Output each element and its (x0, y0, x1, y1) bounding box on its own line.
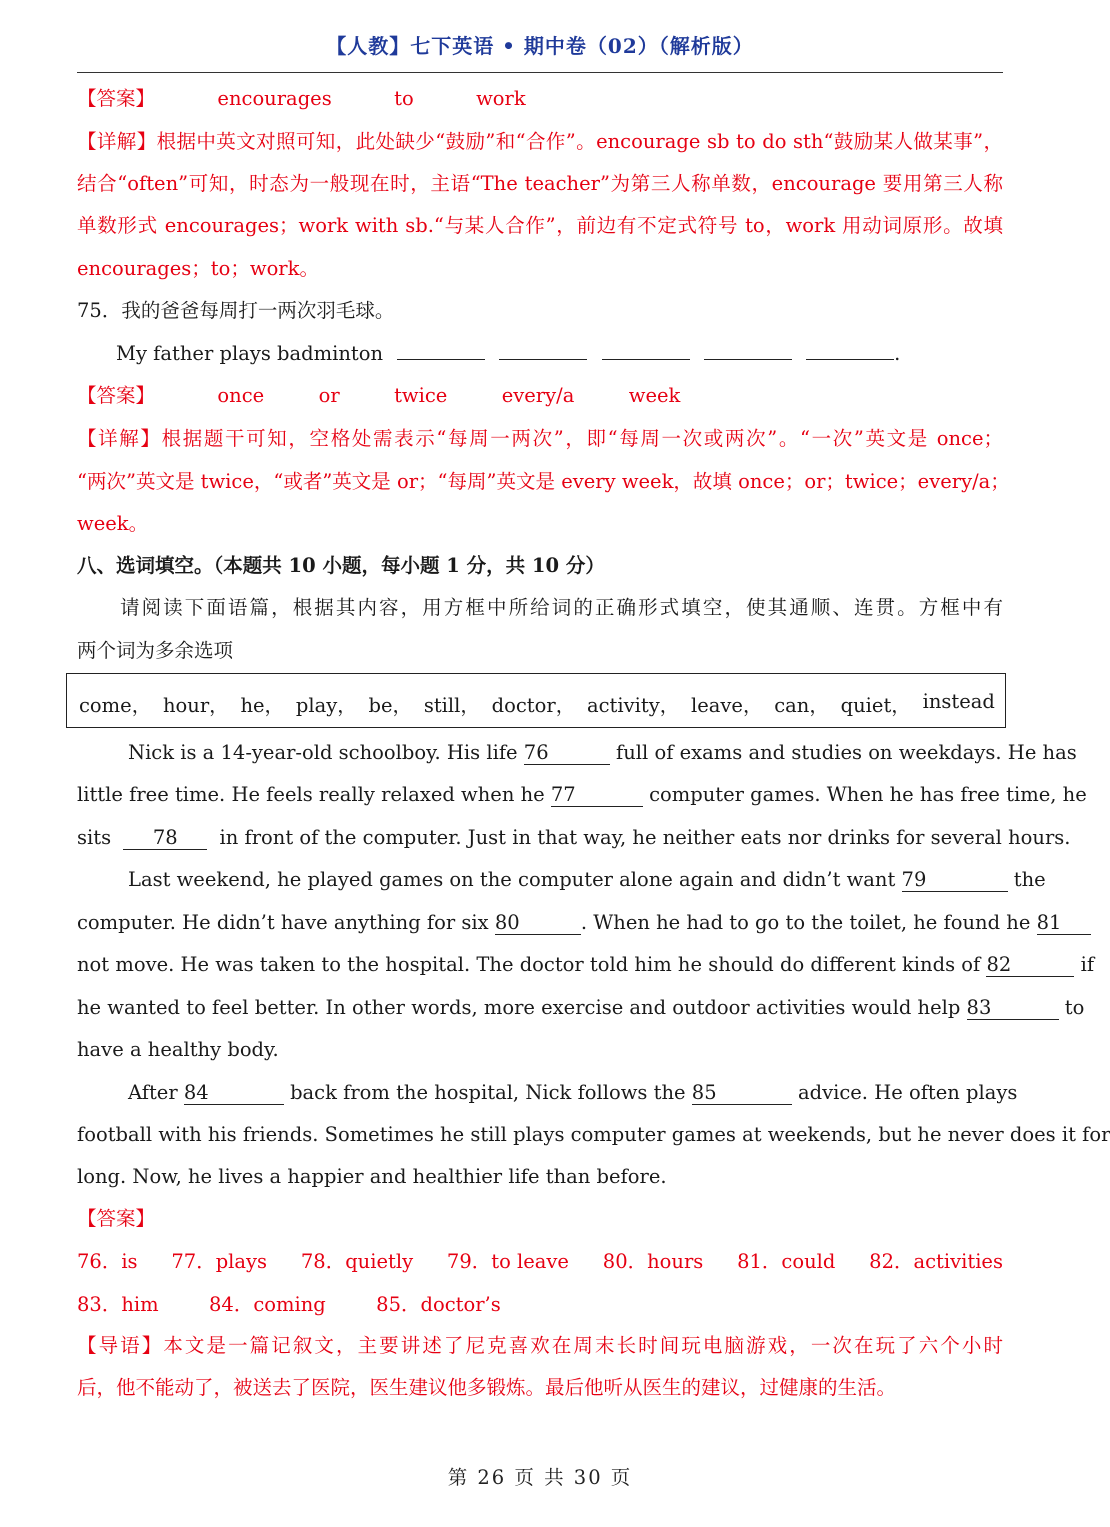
answer-word: work (476, 87, 526, 110)
passage-line (128, 1081, 1018, 1105)
answer-item: 82．activities (869, 1250, 1003, 1273)
word-option: instead (922, 690, 995, 713)
word-option: play， (295, 694, 357, 717)
section-instruction: 两个词为多余选项 (77, 639, 234, 662)
page-footer: 第 26 页 共 30 页 (447, 1466, 633, 1489)
passage-text: sits (77, 826, 112, 849)
blank (499, 359, 587, 360)
passage-line: long. Now, he lives a happier and healthier life than before. (77, 1165, 667, 1188)
answer-word: every/a (501, 384, 575, 407)
blank-84: 84 (184, 1082, 284, 1105)
guide-line: 【导语】本文是一篇记叙文，主要讲述了尼克喜欢在周末长时间玩电脑游戏，一次在玩了六个小时 (77, 1334, 1003, 1357)
answer-item: 78．quietly (300, 1250, 414, 1273)
passage-text: the (1013, 868, 1046, 891)
passage-line (77, 783, 1087, 807)
passage-text: Last weekend, he played games on the computer alone again and didn’t want (128, 868, 896, 891)
blank-77: 77 (551, 784, 643, 807)
blank-81: 81 (1037, 912, 1091, 935)
passage-text: computer. He didn’t have anything for six (77, 911, 489, 934)
word-option: he， (240, 694, 285, 717)
answer-word: encourages (217, 87, 332, 110)
passage-line (77, 996, 1085, 1020)
answers8-label: 【答案】 (77, 1207, 156, 1230)
blank (806, 359, 894, 360)
word-option: doctor， (491, 694, 576, 717)
passage-text: in front of the computer. Just in that way, he neither eats nor drinks for several hours. (219, 826, 1071, 849)
word-option: hour， (162, 694, 229, 717)
answer-label: 【答案】 (77, 384, 156, 407)
answer-item: 76．is (77, 1250, 138, 1273)
q74-detail-line: 【详解】根据中英文对照可知，此处缺少“鼓励”和“合作”。encourage sb to do sth“鼓励某人做某事”， (77, 130, 1003, 153)
word-option: come， (79, 694, 152, 717)
passage-text: computer games. When he has free time, he (649, 783, 1087, 806)
word-option: be， (368, 694, 413, 717)
q74-detail-line: 单数形式 encourages；work with sb.“与某人合作”，前边有不定式符号 to，work 用动词原形。故填 (77, 214, 1003, 237)
passage-line: football with his friends. Sometimes he still plays computer games at weekends, but he never does it for (77, 1123, 1110, 1146)
answers8-row (77, 1250, 1003, 1274)
word-option: leave， (691, 694, 763, 717)
blank-82: 82 (986, 954, 1074, 977)
answers8-row (77, 1293, 1003, 1317)
answer-word: week (628, 384, 681, 407)
blank (704, 359, 792, 360)
answer-item: 85．doctor’s (376, 1293, 501, 1316)
passage-text: to (1064, 996, 1085, 1019)
q75-detail-line: “两次”英文是 twice，“或者”英文是 or；“每周”英文是 every week，故填 once；or；twice；every/a； (77, 470, 1010, 493)
passage-text: After (128, 1081, 178, 1104)
blank (602, 359, 690, 360)
word-box-list (79, 690, 995, 718)
passage-text: not move. He was taken to the hospital. The doctor told him he should do different kinds of (77, 953, 981, 976)
passage-line (77, 826, 1071, 850)
answer-item: 81．could (737, 1250, 836, 1273)
answer-item: 79．to leave (446, 1250, 569, 1273)
section-heading: 八、选词填空。（本题共 10 小题，每小题 1 分，共 10 分） (77, 554, 605, 577)
blank-83: 83 (967, 997, 1059, 1020)
word-option: still， (423, 694, 480, 717)
passage-line (77, 953, 1095, 977)
q75-detail-line: week。 (77, 512, 149, 535)
passage-text: back from the hospital, Nick follows the (290, 1081, 686, 1104)
blank (397, 359, 485, 360)
passage-line (77, 911, 1062, 935)
passage-line (128, 741, 1077, 765)
word-option: quiet， (840, 694, 911, 717)
guide-line: 后，他不能动了，被送去了医院，医生建议他多锻炼。最后他听从医生的建议，过健康的生活。 (77, 1376, 897, 1399)
answer-word: to (394, 87, 414, 110)
q75-detail-line: 【详解】根据题干可知，空格处需表示“每周一两次”，即“每周一次或两次”。“一次”英文是 once； (77, 427, 1003, 450)
passage-text: advice. He often plays (797, 1081, 1018, 1104)
passage-line (128, 868, 1046, 892)
word-box (66, 673, 1006, 728)
answer-word: or (318, 384, 340, 407)
answer-word: once (217, 384, 265, 407)
page-header-title: 【人教】七下英语 • 期中卷（02）（解析版） (326, 34, 754, 58)
answer-item: 80．hours (602, 1250, 704, 1273)
q75-sentence-start: My father plays badminton (116, 342, 384, 365)
q74-detail-line: encourages；to；work。 (77, 257, 319, 280)
answer-item: 83．him (77, 1293, 159, 1316)
blank-79: 79 (902, 869, 1008, 892)
passage-text: little free time. He feels really relaxed when he (77, 783, 545, 806)
q74-detail-line: 结合“often”可知，时态为一般现在时，主语“The teacher”为第三人称单数，encourage 要用第三人称 (77, 172, 1003, 195)
q74-answer-line (77, 87, 1003, 111)
passage-text: . When he had to go to the toilet, he found he (580, 911, 1031, 934)
word-option: activity， (586, 694, 680, 717)
q75-sentence-end: . (894, 342, 901, 365)
word-option: can， (774, 694, 829, 717)
blank-85: 85 (692, 1082, 792, 1105)
q75-sentence (116, 342, 1042, 366)
answer-label: 【答案】 (77, 87, 156, 110)
answer-word: twice (394, 384, 448, 407)
passage-line: have a healthy body. (77, 1038, 279, 1061)
blank-76: 76 (524, 742, 610, 765)
q75-question: 75．我的爸爸每周打一两次羽毛球。 (77, 299, 395, 322)
blank-80: 80 (495, 912, 581, 935)
section-instruction: 请阅读下面语篇，根据其内容，用方框中所给词的正确形式填空，使其通顺、连贯。方框中有 (120, 596, 1003, 619)
blank-78: 78 (123, 827, 207, 850)
passage-text: Nick is a 14-year-old schoolboy. His life (128, 741, 518, 764)
q75-answer-line (77, 384, 1003, 408)
answer-item: 77．plays (171, 1250, 268, 1273)
passage-text: full of exams and studies on weekdays. He has (616, 741, 1077, 764)
header-rule (77, 72, 1003, 73)
passage-text: he wanted to feel better. In other words, more exercise and outdoor activities would help (77, 996, 961, 1019)
passage-text: if (1080, 953, 1095, 976)
answer-item: 84．coming (209, 1293, 326, 1316)
